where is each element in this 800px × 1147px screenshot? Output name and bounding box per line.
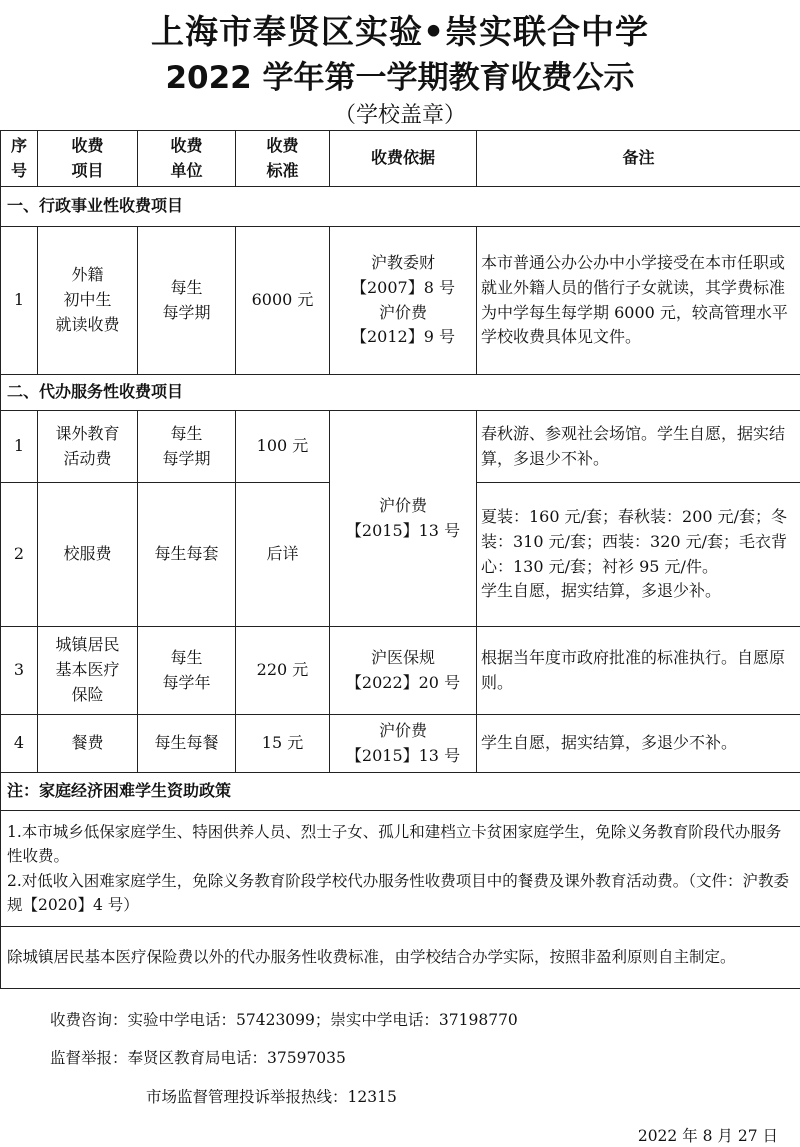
row-remark: 本市普通公办公办中小学接受在本市任职或就业外籍人员的偕行子女就读，其学费标准为中学每生每学期 6000 元，较高管理水平学校收费具体见文件。 [477, 227, 800, 375]
stamp-note: （学校盖章） [333, 103, 466, 128]
note-title-row [1, 773, 800, 811]
section-row [1, 375, 800, 411]
section2-title: 二、代办服务性收费项目 [1, 375, 800, 411]
contact-consult: 收费咨询：实验中学电话：57423099；崇实中学电话：37198770 [50, 1011, 518, 1029]
row-basis: 沪教委财 【2007】8 号 沪价费 【2012】9 号 [330, 227, 477, 375]
note-items [1, 811, 800, 927]
row-remark: 夏装：160 元/套；春秋装：200 元/套；冬装：310 元/套；西装：320 元/套；毛衣背心：130 元/套；衬衫 95 元/件。 学生自愿，据实结算，多退少补。 [477, 483, 800, 627]
header-basis: 收费依据 [330, 131, 477, 187]
table-row [1, 227, 800, 375]
row-standard: 15 元 [236, 715, 330, 773]
row-standard: 后详 [236, 483, 330, 627]
row-index: 1 [1, 411, 38, 483]
row-index: 4 [1, 715, 38, 773]
table-row [1, 627, 800, 715]
table-row [1, 715, 800, 773]
row-unit: 每生 每学期 [138, 411, 236, 483]
notice-date: 2022 年 8 月 27 日 [637, 1127, 778, 1145]
school-title: 上海市奉贤区实验•崇实联合中学 [150, 12, 650, 51]
row-item: 外籍 初中生 就读收费 [38, 227, 138, 375]
note-title: 注：家庭经济困难学生资助政策 [1, 773, 800, 811]
header-item: 收费 项目 [38, 131, 138, 187]
row-index: 2 [1, 483, 38, 627]
header-remark: 备注 [477, 131, 800, 187]
contact-supervise: 监督举报：奉贤区教育局电话：37597035 [50, 1049, 346, 1067]
row-item: 城镇居民 基本医疗 保险 [38, 627, 138, 715]
row-item: 校服费 [38, 483, 138, 627]
row-unit: 每生每餐 [138, 715, 236, 773]
table-row [1, 411, 800, 483]
row-index: 1 [1, 227, 38, 375]
section-row [1, 187, 800, 227]
row-remark: 春秋游、参观社会场馆。学生自愿，据实结算，多退少不补。 [477, 411, 800, 483]
footer-note: 除城镇居民基本医疗保险费以外的代办服务性收费标准，由学校结合办学实际，按照非盈利原则自主制定。 [1, 927, 800, 989]
notice-title: 2022 学年第一学期教育收费公示 [165, 60, 635, 96]
row-index: 3 [1, 627, 38, 715]
row-basis: 沪价费 【2015】13 号 [330, 715, 477, 773]
row-unit: 每生 每学年 [138, 627, 236, 715]
header-unit: 收费 单位 [138, 131, 236, 187]
row-standard: 220 元 [236, 627, 330, 715]
note-items-row [1, 811, 800, 927]
section1-title: 一、行政事业性收费项目 [1, 187, 800, 227]
contact-hotline: 市场监督管理投诉举报热线：12315 [146, 1088, 397, 1106]
table-header-row [1, 131, 800, 187]
row-remark: 学生自愿，据实结算，多退少不补。 [477, 715, 800, 773]
row-basis: 沪医保规 【2022】20 号 [330, 627, 477, 715]
row-unit: 每生 每学期 [138, 227, 236, 375]
header-standard: 收费 标准 [236, 131, 330, 187]
row-item: 课外教育 活动费 [38, 411, 138, 483]
row-item: 餐费 [38, 715, 138, 773]
note-item: 2.对低收入困难家庭学生，免除义务教育阶段学校代办服务性收费项目中的餐费及课外教育活动费。（文件：沪教委规【2020】4 号） [7, 871, 790, 914]
fee-table [0, 130, 800, 989]
row-remark: 根据当年度市政府批准的标准执行。自愿原则。 [477, 627, 800, 715]
row-standard: 100 元 [236, 411, 330, 483]
footer-note-row [1, 927, 800, 989]
row-standard: 6000 元 [236, 227, 330, 375]
row-unit: 每生每套 [138, 483, 236, 627]
note-item: 1.本市城乡低保家庭学生、特困供养人员、烈士子女、孤儿和建档立卡贫困家庭学生，免除义务教育阶段代办服务性收费。 [7, 823, 782, 866]
row-basis-shared: 沪价费 【2015】13 号 [330, 411, 477, 627]
header-index: 序 号 [1, 131, 38, 187]
